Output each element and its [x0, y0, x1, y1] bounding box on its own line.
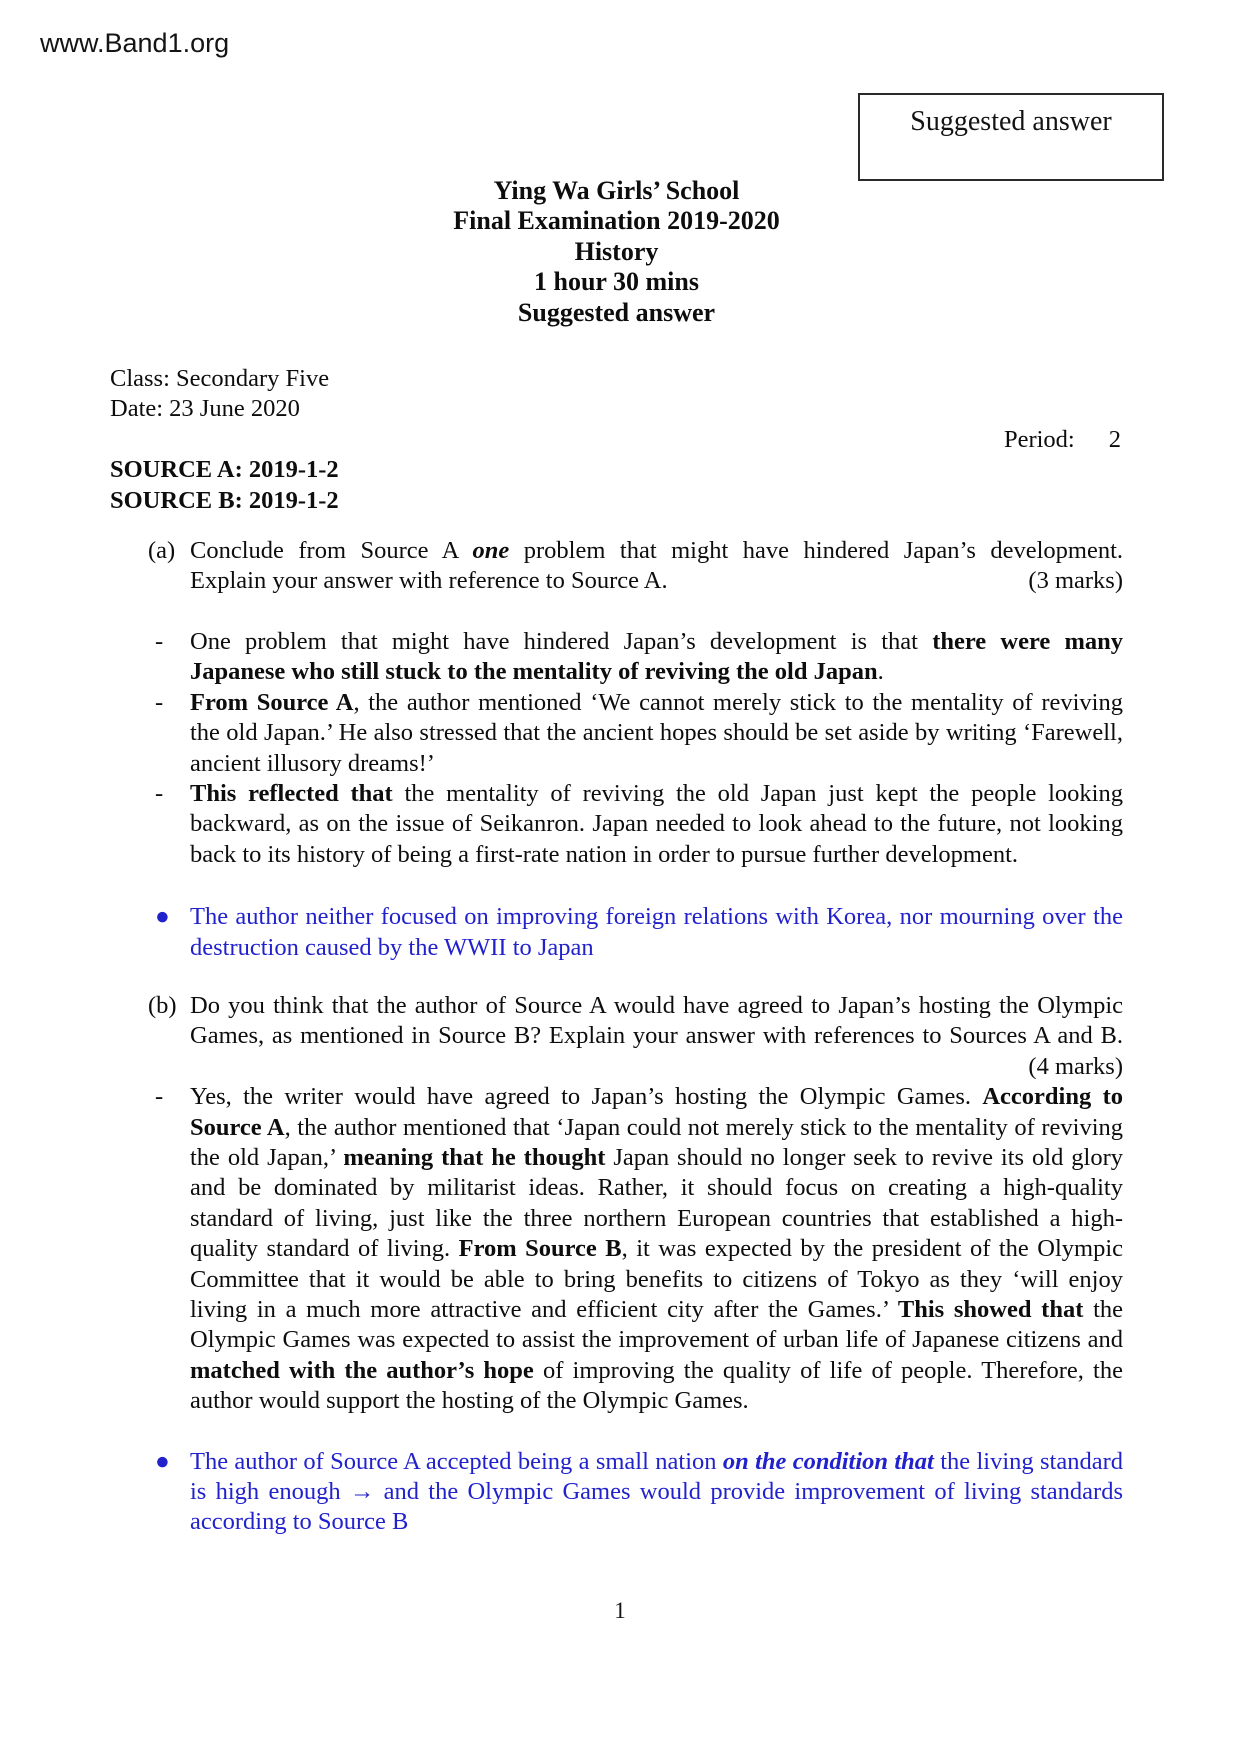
doc-type-line: Suggested answer	[517, 297, 716, 327]
period-line	[110, 425, 1123, 455]
dash-bullet-icon: -	[155, 779, 164, 807]
answer-a-point-2	[110, 688, 1123, 779]
subject-title: History	[574, 236, 659, 266]
question-b-body	[190, 991, 1123, 1082]
question-a-line2	[190, 566, 1123, 596]
date-line: Date: 23 June 2020	[110, 395, 300, 423]
answer-a-point-1	[110, 627, 1123, 688]
question-a	[110, 536, 1123, 597]
question-b-marks: (4 marks)	[1028, 1052, 1123, 1080]
question-b-line1: Do you think that the author of Source A would have agreed to Japan’s hosting the Olympic	[190, 991, 1123, 1019]
question-a-body	[190, 536, 1123, 597]
period-value: 2	[1108, 425, 1121, 453]
source-a-line: SOURCE A: 2019-1-2	[110, 456, 339, 484]
page-number: 1	[614, 1598, 626, 1623]
question-a-line2-text: Explain your answer with reference to Source A.	[190, 567, 668, 595]
dash-bullet-icon: -	[155, 627, 164, 655]
annotation-b-text: The author of Source A accepted being a small nation on the condition that the living standard is high enough → and the Olympic Games would provide improvement of living standards according to Source B	[190, 1447, 1123, 1536]
question-a-label: (a)	[148, 537, 176, 565]
exam-duration: 1 hour 30 mins	[534, 267, 699, 297]
answer-a-list	[110, 627, 1123, 870]
annotation-a	[110, 902, 1123, 963]
question-b	[110, 991, 1123, 1082]
document-content	[110, 0, 1123, 1538]
dash-bullet-icon: -	[155, 1083, 164, 1111]
answer-a-point-3	[110, 779, 1123, 870]
question-a-line1: Conclude from Source A one problem that might have hindered Japan’s development.	[190, 537, 1124, 565]
source-b-line: SOURCE B: 2019-1-2	[110, 486, 339, 514]
annotation-b	[110, 1447, 1123, 1538]
answer-b-point-1-text: Yes, the writer would have agreed to Japan’s hosting the Olympic Games. According to Source A, the author mentioned that ‘Japan could not merely stick to the mentality of reviving the old Japan,’ meaning that he thought Japan should no longer seek to revive its old glory and be dominated by militarist ideas. Rather, it should focus on creating a high-quality standard of living, just like the three northern European countries that established a high-quality standard of living. From Source B, it was expected by the president of the Olympic Committee that it would be able to bring benefits to citizens of Tokyo as they ‘will enjoy living in a much more attractive and efficient city after the Games.’ This showed that the Olympic Games was expected to assist the improvement of urban life of Japanese citizens and matched with the author’s hope of improving the quality of life of people. Therefore, the author would support the hosting of the Olympic Games.	[190, 1083, 1124, 1415]
annotation-a-text: The author neither focused on improving foreign relations with Korea, nor mourning over the destruction caused by the WWII to Japan	[190, 903, 1123, 961]
question-a-marks: (3 marks)	[1028, 567, 1123, 595]
answer-b-point-1	[110, 1082, 1123, 1416]
dot-bullet-icon: ●	[155, 903, 170, 931]
site-watermark: www.Band1.org	[40, 28, 230, 58]
exam-title: Final Examination 2019-2020	[453, 206, 780, 236]
answer-a-point-2-text: From Source A, the author mentioned ‘We cannot merely stick to the mentality of reviving the old Japan.’ He also stressed that the ancient hopes should be set aside by writing ‘Farewell, ancient illusory dreams!’	[190, 688, 1123, 777]
answer-a-point-3-text: This reflected that the mentality of reviving the old Japan just kept the people looking backward, as on the issue of Seikanron. Japan needed to look ahead to the future, not looking back to its history of being a first-rate nation in order to pursue further development.	[190, 779, 1123, 868]
exam-meta	[110, 364, 1123, 516]
question-b-label: (b)	[148, 991, 177, 1019]
dot-bullet-icon: ●	[155, 1447, 170, 1475]
school-name: Ying Wa Girls’ School	[493, 176, 740, 205]
period-label: Period:	[1003, 425, 1075, 453]
exam-header	[110, 176, 1123, 328]
dash-bullet-icon: -	[155, 688, 164, 716]
class-line: Class: Secondary Five	[110, 365, 330, 393]
question-b-line2: Games, as mentioned in Source B? Explain your answer with references to Sources A and B.	[190, 1022, 1123, 1050]
answer-a-point-1-text: One problem that might have hindered Japan’s development is that there were many Japanese who still stuck to the mentality of reviving the old Japan.	[190, 627, 1123, 686]
answer-b-list	[110, 1082, 1123, 1416]
source-references	[110, 455, 1123, 516]
suggested-answer-stamp-label: Suggested answer	[910, 106, 1112, 137]
